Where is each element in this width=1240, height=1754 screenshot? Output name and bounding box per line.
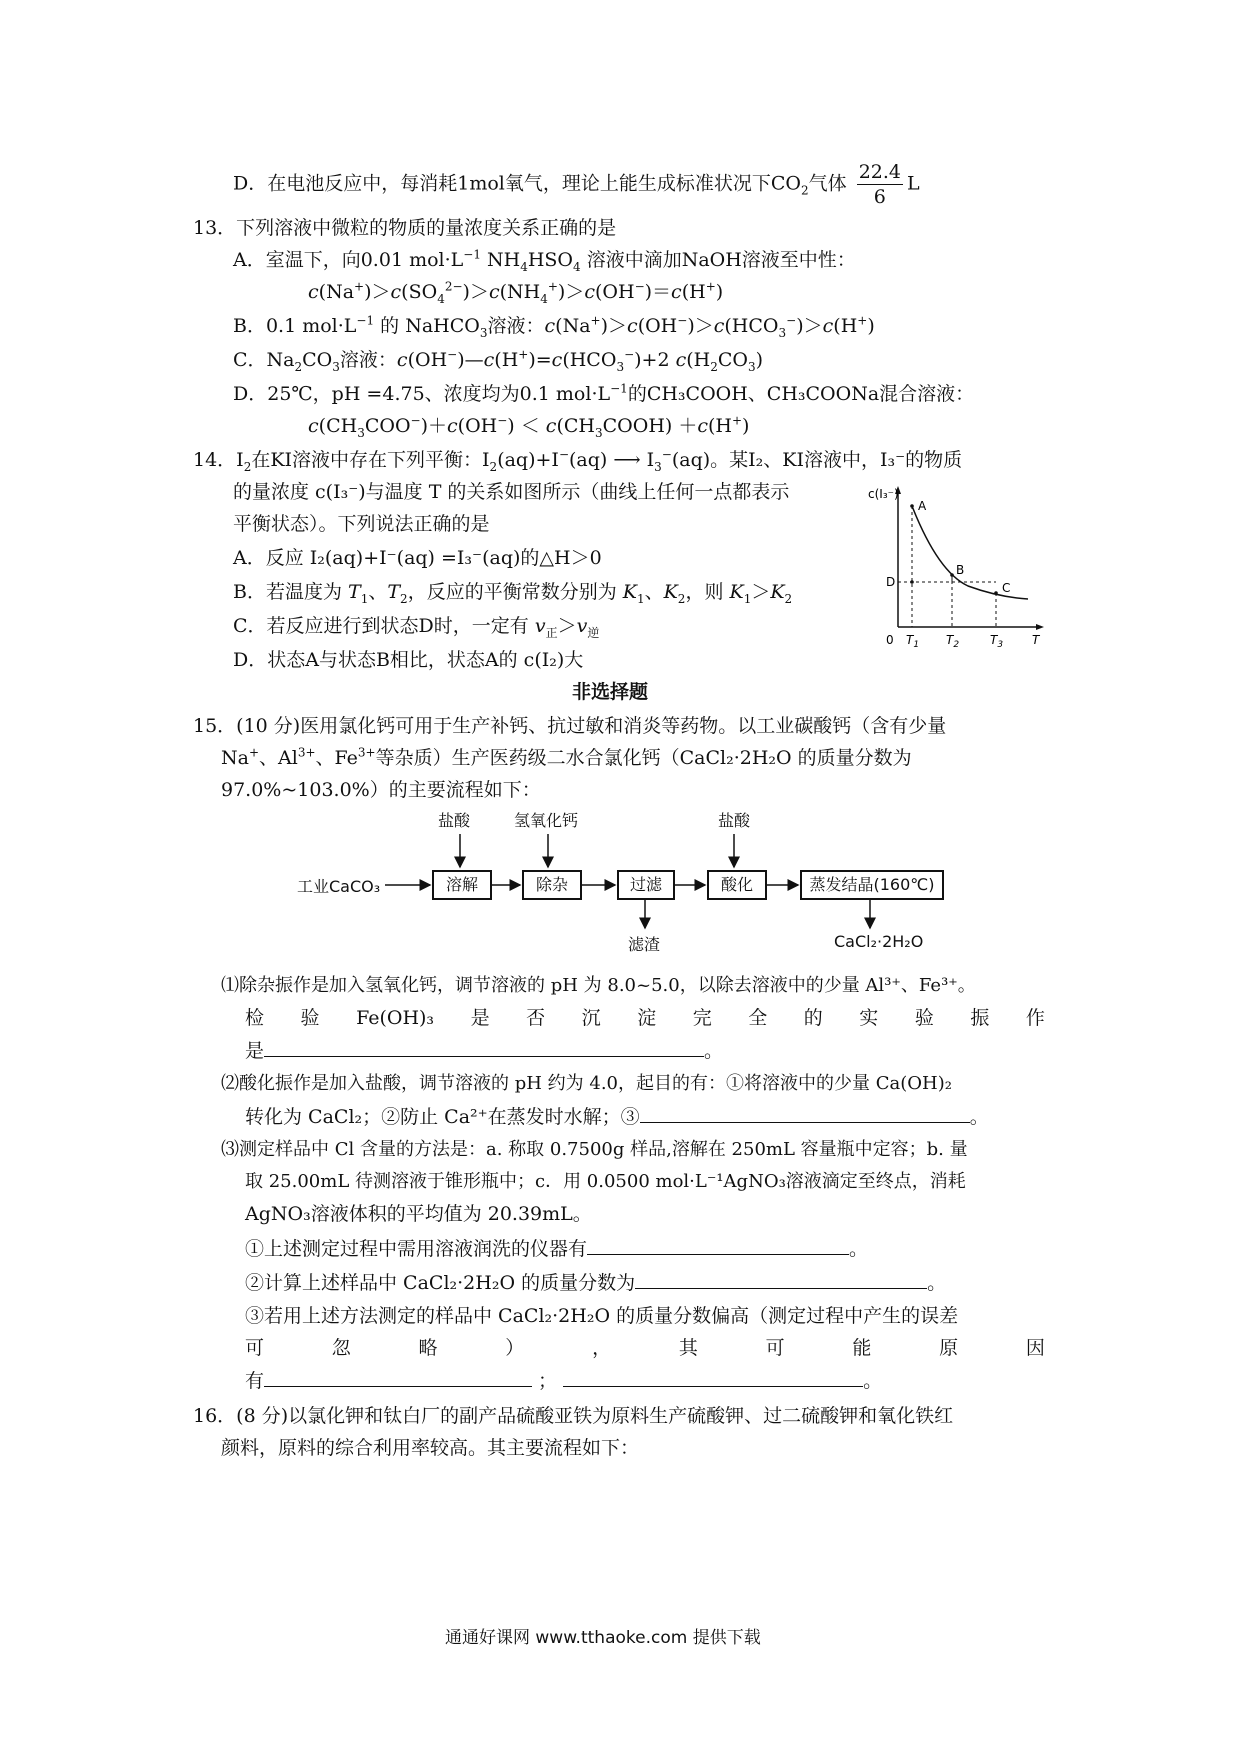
- fraction: $\frac{22.4}{6}$: [858, 161, 901, 208]
- section-title: 非选择题: [572, 681, 649, 703]
- q15-line-2: Na+、$Al^{3+}$、$Fe^{3+}$等杂质）生产医药级二水合氯化钙（CaCl₂·2H₂O 的质量分数为: [221, 745, 912, 769]
- q13-option-b: B．0.1 $mol\cdot L^{-1}$ 的 NaHCO$_3$溶液：$c(Na^+)>c(OH^-)>c(HCO_3^-)>c(H^+)$: [233, 313, 875, 340]
- q15-p3-line-3: AgNO₃溶液体积的平均值为 20.39mL。: [245, 1203, 592, 1225]
- answer-blank[interactable]: [264, 1366, 532, 1387]
- flow-box-acidify: 酸化: [707, 870, 767, 900]
- q14-stem-1: 14．$I_2$在KI溶液中存在下列平衡：$I_2(aq)+I^-(aq)$ ⟶ $I_3^-(aq)$。某I₂、KI溶液中，I₃⁻的物质: [193, 447, 963, 474]
- graph-ylabel: c(I₃⁻): [868, 487, 899, 501]
- flow-input-caoh2: 氢氧化钙: [514, 811, 579, 830]
- q15-p3-line-2: 取 25.00mL 待测溶液于锥形瓶中；c．用 0.0500 mol·L⁻¹AgNO₃溶液滴定至终点，消耗: [245, 1171, 966, 1192]
- q15-sub-3-line-2: 可 忽 略 ） ， 其 可 能 原 因: [245, 1337, 1045, 1359]
- q13-option-c: C．$Na_2CO_3$溶液：$c(OH^-)—c(H^+)=c(HCO_3^-)+2$ $c(H_2CO_3)$: [233, 347, 764, 374]
- graph-origin: 0: [886, 633, 894, 647]
- footer: 通通好课网 www.tthaoke.com 提供下载: [445, 1628, 761, 1648]
- q15-p1-line-1: ⑴除杂振作是加入氢氧化钙，调节溶液的 pH 为 8.0~5.0，以除去溶液中的少量 Al³⁺、Fe³⁺。: [221, 975, 976, 996]
- svg-text:T2: $T_2$: [946, 633, 960, 650]
- answer-blank[interactable]: [640, 1102, 970, 1123]
- q13-stem: 13．下列溶液中微粒的物质的量浓度关系正确的是: [193, 217, 617, 239]
- q15-p3-line-1: ⑶测定样品中 Cl 含量的方法是：a. 称取 0.7500g 样品,溶解在 250mL 容量瓶中定容；b. 量: [221, 1139, 968, 1160]
- q14-stem-2: 的量浓度 c(I₃⁻)与温度 T 的关系如图所示（曲线上任何一点都表示: [233, 481, 790, 503]
- q15-p1-line-2: 检 验 Fe(OH)₃ 是 否 沉 淀 完 全 的 实 验 振 作: [245, 1007, 1045, 1029]
- answer-blank[interactable]: [264, 1036, 704, 1057]
- q13-option-d-formula: $c(CH_3COO^-)+c(OH^-)$ ＜ $c(CH_3COOH) +c(H^+)$: [308, 413, 750, 440]
- q14-option-b: B．若温度为 $T_1$、$T_2$，反应的平衡常数分别为 $K_1$、$K_2$，则 $K_1>K_2$: [233, 581, 793, 606]
- q16-line-2: 颜料，原料的综合利用率较高。其主要流程如下：: [221, 1437, 640, 1459]
- graph-xlabel: T: [1032, 633, 1040, 647]
- flow-input-hcl-2: 盐酸: [718, 811, 751, 830]
- q13-option-d: D．25℃，pH =4.75、浓度均为0.1 $mol\cdot L^{-1}$的CH₃COOH、CH₃COONa混合溶液：: [233, 381, 975, 405]
- q14-stem-3: 平衡状态）。下列说法正确的是: [233, 513, 490, 535]
- q15-p2-line-1: ⑵酸化振作是加入盐酸，调节溶液的 pH 约为 4.0，起目的有：①将溶液中的少量 Ca(OH)₂: [221, 1073, 952, 1094]
- q14-option-a: A．反应 I₂(aq)+I⁻(aq) =I₃⁻(aq)的△H＞0: [233, 547, 602, 569]
- q15-line-3: 97.0%~103.0%）的主要流程如下：: [221, 779, 541, 801]
- flow-box-evaporate: 蒸发结晶(160℃): [800, 870, 944, 900]
- q12-option-d: D．在电池反应中，每消耗1mol氧气，理论上能生成标准状况下$CO_2$气体 $\frac{22.4}{6}$ L: [233, 161, 920, 208]
- answer-blank[interactable]: [587, 1234, 849, 1255]
- flow-box-filter: 过滤: [617, 870, 675, 900]
- q15-sub-2: ②计算上述样品中 CaCl₂·2H₂O 的质量分数为 。: [245, 1268, 946, 1297]
- flow-box-impurity: 除杂: [522, 870, 582, 900]
- q16-line-1: 16．(8 分)以氯化钾和钛白厂的副产品硫酸亚铁为原料生产硫酸钾、过二硫酸钾和氧化铁红: [193, 1405, 954, 1427]
- q14-option-d: D．状态A与状态B相比，状态A的 c(I₂)大: [233, 649, 584, 671]
- answer-blank[interactable]: [635, 1268, 927, 1289]
- graph-point-c: C: [1002, 581, 1011, 595]
- graph-point-a: A: [918, 499, 927, 513]
- flow-start: 工业CaCO₃: [297, 877, 381, 896]
- q13-option-a: A．室温下，向0.01 $mol\cdot L^{-1}$ $NH_4HSO_4$ 溶液中滴加NaOH溶液至中性：: [233, 247, 856, 274]
- svg-text:T1: $T_1$: [906, 633, 920, 650]
- graph-point-d: D: [886, 575, 896, 589]
- q15-p1-line-3: 是 。: [245, 1036, 723, 1065]
- q14-option-c: C．若反应进行到状态D时，一定有 $v_正>v_逆$: [233, 615, 600, 640]
- svg-text:T3: $T_3$: [990, 633, 1004, 650]
- q15-sub-3-line-1: ③若用上述方法测定的样品中 CaCl₂·2H₂O 的质量分数偏高（测定过程中产生的误差: [245, 1305, 959, 1327]
- flow-output-residue: 滤渣: [628, 935, 661, 954]
- flow-box-dissolve: 溶解: [432, 870, 492, 900]
- graph-point-b: B: [956, 563, 965, 577]
- q15-sub-3-line-3: 有 ； 。: [245, 1366, 882, 1395]
- q15-p2-line-2: 转化为 CaCl₂；②防止 Ca²⁺在蒸发时水解；③ 。: [245, 1102, 989, 1131]
- flow-output-product: CaCl₂·2H₂O: [834, 932, 924, 951]
- q13-option-a-formula: $c(Na^+)>c(SO_4^{2-})>c(NH_4^+)>c(OH^-)=c(H^+)$: [308, 279, 724, 306]
- answer-blank[interactable]: [563, 1366, 863, 1387]
- q15-sub-1: ①上述测定过程中需用溶液润洗的仪器有 。: [245, 1234, 868, 1263]
- flow-input-hcl-1: 盐酸: [438, 811, 471, 830]
- q15-line-1: 15．(10 分)医用氯化钙可用于生产补钙、抗过敏和消炎等药物。以工业碳酸钙（含有少量: [193, 715, 947, 737]
